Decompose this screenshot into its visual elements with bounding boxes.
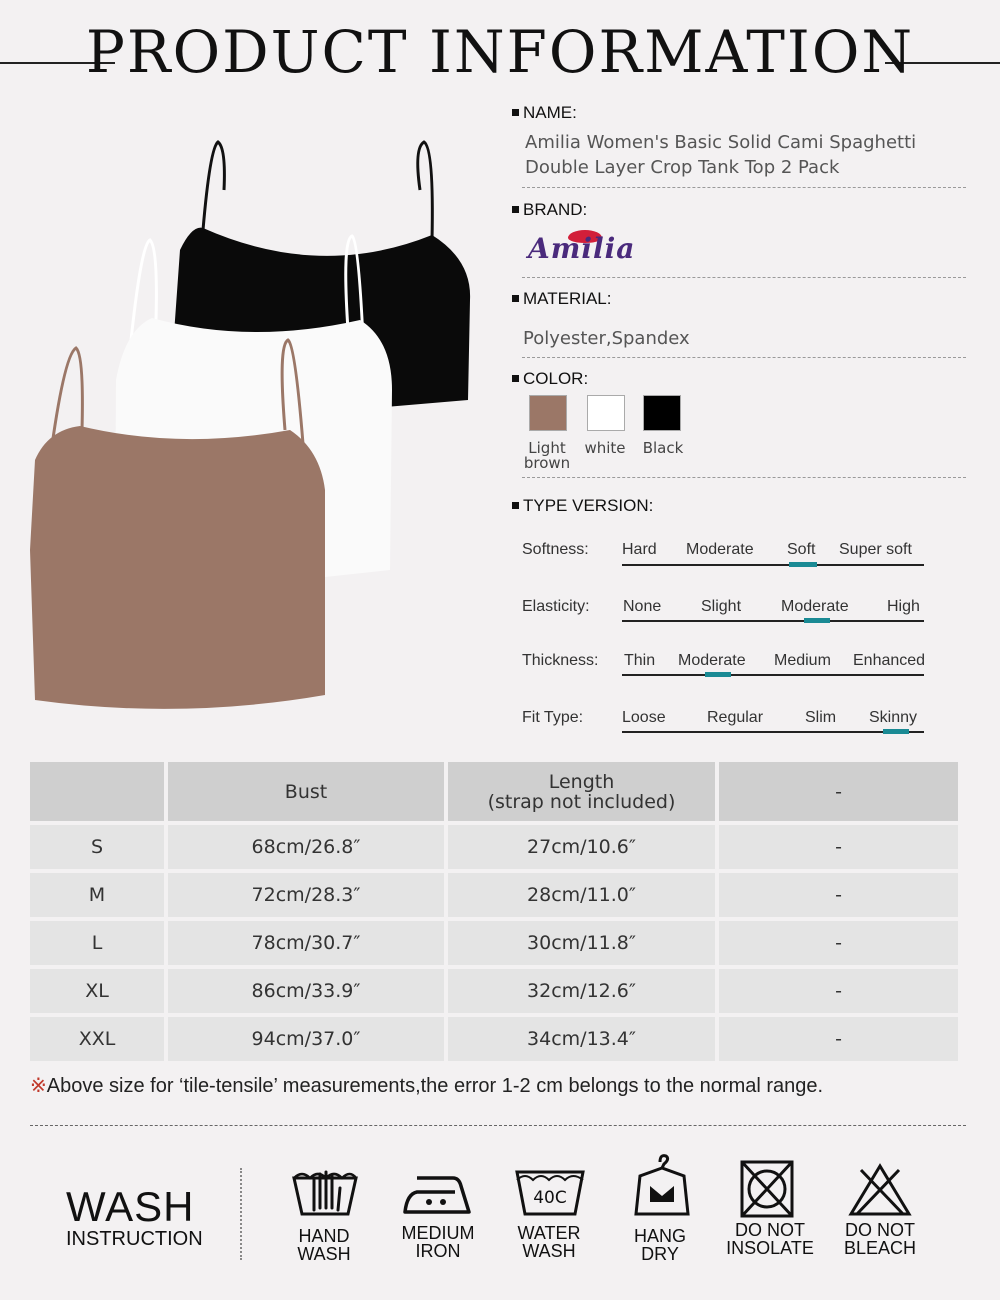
softness-scale-marker — [789, 562, 817, 567]
thickness-option-thin: Thin — [624, 652, 656, 669]
fit-type-option-slim: Slim — [805, 709, 837, 726]
do-not-insolate-label: DO NOT INSOLATE — [726, 1220, 814, 1258]
fit-type-option-regular: Regular — [707, 709, 764, 726]
elasticity-option-none: None — [623, 598, 662, 615]
name-label: NAME: — [512, 103, 577, 123]
table-cell-length: 27cm/10.6″ — [448, 825, 715, 869]
size-table — [30, 762, 958, 1062]
table-cell-extra: - — [719, 873, 958, 917]
product-image — [20, 130, 490, 730]
table-cell-length: 30cm/11.8″ — [448, 921, 715, 965]
thickness-label: Thickness: — [522, 652, 599, 669]
thickness-option-medium: Medium — [774, 652, 831, 669]
do-not-bleach-label: DO NOT BLEACH — [843, 1220, 917, 1258]
material-label: MATERIAL: — [512, 289, 611, 309]
divider — [522, 187, 966, 188]
table-cell-extra: - — [719, 1017, 958, 1061]
table-cell-extra: - — [719, 825, 958, 869]
swatch-label-light-brown: Light brown — [523, 439, 571, 472]
swatch-label-white: white — [584, 439, 626, 457]
softness-option-soft: Soft — [787, 541, 816, 558]
fit-type-scale-marker — [883, 729, 909, 734]
brand-label: BRAND: — [512, 200, 587, 220]
table-cell-size: S — [30, 825, 164, 869]
table-cell-bust: 68cm/26.8″ — [168, 825, 444, 869]
thickness-scale-line — [622, 674, 924, 676]
softness-option-hard: Hard — [622, 541, 657, 558]
medium-iron-icon — [393, 1158, 483, 1220]
swatch-white[interactable] — [587, 395, 625, 431]
material-value: Polyester,Spandex — [523, 328, 690, 349]
brand-logo: Amilia — [528, 232, 636, 265]
do-not-insolate-icon — [722, 1158, 812, 1220]
page-title: PRODUCT INFORMATION — [85, 18, 915, 86]
softness-option-moderate: Moderate — [686, 541, 754, 558]
color-label: COLOR: — [512, 369, 588, 389]
elasticity-scale-marker — [804, 618, 830, 623]
table-cell-length: 34cm/13.4″ — [448, 1017, 715, 1061]
table-cell-bust: 86cm/33.9″ — [168, 969, 444, 1013]
divider — [522, 477, 966, 478]
hand-wash-label: HAND WASH — [297, 1226, 351, 1264]
table-cell-size: M — [30, 873, 164, 917]
swatch-black[interactable] — [643, 395, 681, 431]
swatch-label-black: Black — [642, 439, 684, 457]
table-header-bust: Bust — [168, 762, 444, 821]
elasticity-scale-line — [622, 620, 924, 622]
wash-subtitle: INSTRUCTION — [66, 1228, 203, 1250]
table-cell-bust: 94cm/37.0″ — [168, 1017, 444, 1061]
elasticity-option-moderate: Moderate — [781, 598, 849, 615]
type-version-label: TYPE VERSION: — [512, 496, 653, 516]
table-cell-extra: - — [719, 969, 958, 1013]
fit-type-label: Fit Type: — [522, 709, 584, 726]
water-wash-icon — [505, 1158, 595, 1220]
fit-type-scale-line — [622, 731, 924, 733]
softness-option-super-soft: Super soft — [839, 541, 912, 558]
thickness-option-enhanced: Enhanced — [853, 652, 926, 669]
size-note — [30, 1073, 823, 1098]
medium-iron-label: MEDIUM IRON — [401, 1223, 475, 1261]
divider — [522, 357, 966, 358]
hang-dry-icon — [616, 1150, 706, 1212]
thickness-option-moderate: Moderate — [678, 652, 746, 669]
swatch-light-brown[interactable] — [529, 395, 567, 431]
do-not-bleach-icon — [835, 1158, 925, 1220]
fit-type-option-loose: Loose — [622, 709, 666, 726]
hang-dry-label: HANG DRY — [633, 1226, 686, 1264]
table-cell-extra: - — [719, 921, 958, 965]
fit-type-option-skinny: Skinny — [869, 709, 918, 726]
product-name-line2: Double Layer Crop Tank Top 2 Pack — [525, 157, 840, 178]
wash-title: WASH — [66, 1183, 195, 1230]
table-cell-length: 32cm/12.6″ — [448, 969, 715, 1013]
cami-tops-illustration — [20, 130, 490, 730]
softness-label: Softness: — [522, 541, 589, 558]
section-divider — [30, 1125, 966, 1126]
table-header-cell — [30, 762, 164, 821]
elasticity-option-slight: Slight — [701, 598, 742, 615]
elasticity-label: Elasticity: — [522, 598, 590, 615]
table-header-extra: - — [719, 762, 958, 821]
table-cell-bust: 78cm/30.7″ — [168, 921, 444, 965]
table-cell-size: XXL — [30, 1017, 164, 1061]
water-wash-temp: 40C — [533, 1188, 567, 1208]
wash-separator — [240, 1168, 242, 1260]
elasticity-option-high: High — [887, 598, 920, 615]
hand-wash-icon — [280, 1158, 370, 1220]
thickness-scale-marker — [705, 672, 731, 677]
softness-scale-line — [622, 564, 924, 566]
product-name-line1: Amilia Women's Basic Solid Cami Spaghetti — [525, 132, 917, 153]
table-cell-length: 28cm/11.0″ — [448, 873, 715, 917]
water-wash-label: WATER WASH — [517, 1223, 581, 1261]
table-cell-bust: 72cm/28.3″ — [168, 873, 444, 917]
note-text: Above size for ‘tile-tensile’ measurements,the error 1-2 cm belongs to the normal range. — [46, 1075, 824, 1097]
table-cell-size: XL — [30, 969, 164, 1013]
table-cell-size: L — [30, 921, 164, 965]
note-mark: ※ — [30, 1075, 47, 1097]
divider — [522, 277, 966, 278]
table-header-length: Length (strap not included) — [448, 762, 715, 821]
